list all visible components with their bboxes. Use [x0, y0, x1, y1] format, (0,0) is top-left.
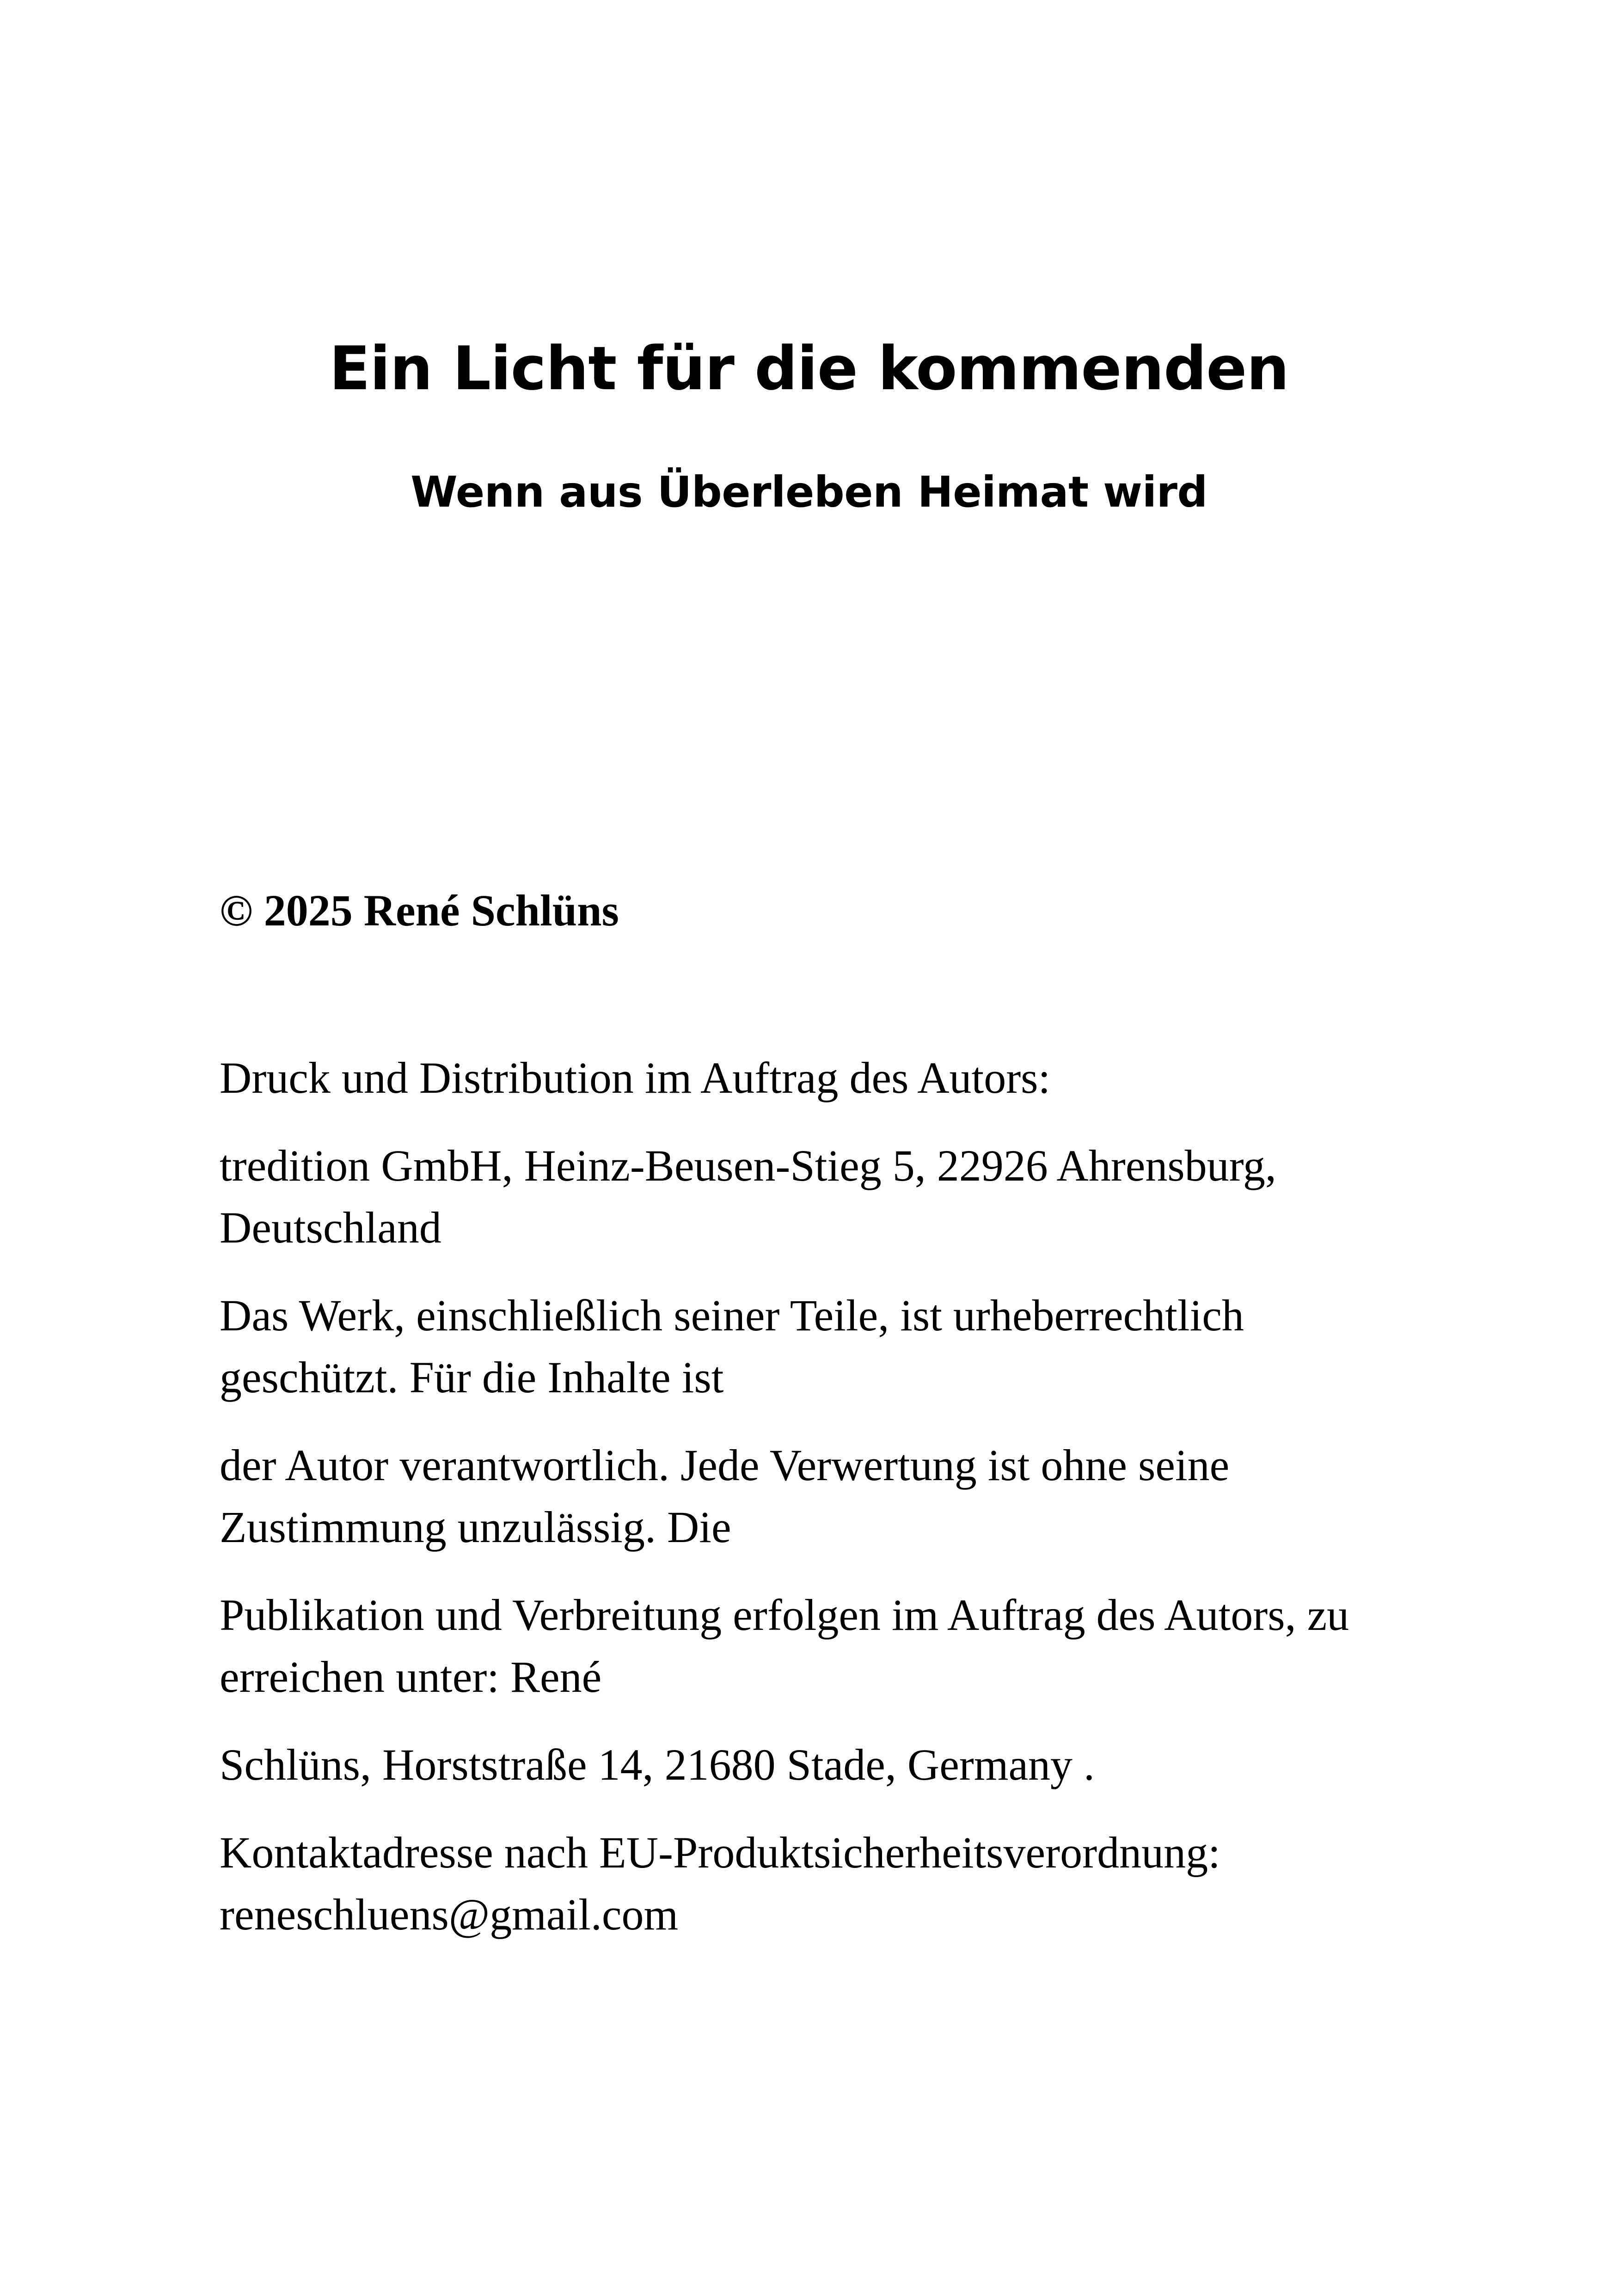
imprint-line-publisher-address: tredition GmbH, Heinz-Beusen-Stieg 5, 22926 Ahrensburg, Deutschland: [220, 1141, 1276, 1252]
imprint-line-printing: Druck und Distribution im Auftrag des Autors:: [220, 1053, 1051, 1102]
book-subtitle: Wenn aus Überleben Heimat wird: [411, 467, 1207, 517]
imprint-block: [220, 1047, 1431, 1971]
imprint-line-author-responsibility: der Autor verantwortlich. Jede Verwertung ist ohne seine Zustimmung unzulässig. Die: [220, 1440, 1230, 1552]
imprint-line-copyright-protection: Das Werk, einschließlich seiner Teile, ist urheberrechtlich geschützt. Für die Inhalte ist: [220, 1291, 1244, 1402]
copyright-notice: © 2025 René Schlüns: [220, 886, 619, 935]
imprint-line-author-address: Schlüns, Horststraße 14, 21680 Stade, Germany .: [220, 1740, 1095, 1789]
book-title: Ein Licht für die kommenden: [329, 333, 1289, 404]
imprint-line-contact: Kontaktadresse nach EU-Produktsicherheitsverordnung: reneschluens@gmail.com: [220, 1828, 1220, 1939]
imprint-line-publication: Publikation und Verbreitung erfolgen im Auftrag des Autors, zu erreichen unter: René: [220, 1590, 1349, 1702]
